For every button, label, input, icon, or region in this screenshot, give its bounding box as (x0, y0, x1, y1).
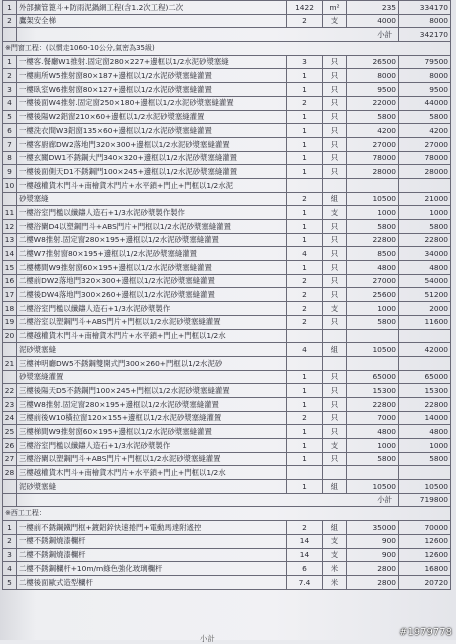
item-unit: 米 (323, 575, 347, 589)
subtotal-label: 小計 (17, 493, 399, 507)
item-unit-price: 8000 (347, 69, 399, 83)
item-quantity: 1 (287, 439, 323, 453)
item-amount: 14000 (399, 411, 451, 425)
item-description: 一樓玄關DW1不銹鋼大門340×320+邊框以1/2水泥砂漿塞縫灌置 (17, 151, 287, 165)
item-description: 一樓前不銹鋼鐵門框+鍍鋁鋅快速捲門+電動馬達附遙控 (17, 521, 287, 535)
table-row (3, 206, 451, 220)
item-quantity: 1 (287, 69, 323, 83)
item-amount: 70000 (399, 521, 451, 535)
item-amount (399, 329, 451, 343)
item-quantity: 1 (287, 261, 323, 275)
item-unit (323, 356, 347, 370)
item-description: 三樓梯間W9推射窗60×195+邊框以1/2水泥砂漿塞縫灌置 (17, 425, 287, 439)
item-number (3, 480, 17, 494)
item-description: 一樓後面側天D1不銹鋼門100×245+邊框以1/2水泥砂漿塞縫灌置 (17, 165, 287, 179)
quotation-table (2, 0, 451, 590)
item-number: 5 (3, 575, 17, 589)
item-unit: 只 (323, 370, 347, 384)
table-row (3, 220, 451, 234)
item-amount: 65000 (399, 370, 451, 384)
item-quantity: 1 (287, 124, 323, 138)
item-number: 4 (3, 96, 17, 110)
section-header-row (3, 42, 451, 56)
item-amount: 27000 (399, 137, 451, 151)
item-amount: 22800 (399, 233, 451, 247)
table-row (3, 233, 451, 247)
item-unit: 只 (323, 165, 347, 179)
item-amount: 79500 (399, 55, 451, 69)
item-description: 二樓越權貨木門斗+南檜貨木門片+水平鎖+門止+門框以1/2水 (17, 329, 287, 343)
item-description: 三樓W8推射.固定窗280×195+邊框以1/2水泥砂漿塞縫灌置 (17, 397, 287, 411)
item-unit: 組 (323, 343, 347, 357)
item-unit-price: 27000 (347, 137, 399, 151)
table-row (3, 192, 451, 206)
item-number (3, 192, 17, 206)
item-amount: 51200 (399, 288, 451, 302)
section-title: ※西工工程： (3, 507, 451, 521)
item-description: 一樓客.餐廳W1推射.固定窗280×227+邊框以1/2水泥砂漿塞縫 (17, 55, 287, 69)
item-unit-price: 5800 (347, 110, 399, 124)
item-unit: 組 (323, 521, 347, 535)
item-amount: 42000 (399, 343, 451, 357)
table-row (3, 534, 451, 548)
item-amount (399, 356, 451, 370)
item-amount (399, 178, 451, 192)
table-row (3, 439, 451, 453)
item-description: 三樓浴室門檻以纖鑄人造石+1/3水泥砂漿製作 (17, 439, 287, 453)
item-unit: 只 (323, 124, 347, 138)
item-description: 二樓後面歐式造型欄杆 (17, 575, 287, 589)
item-unit: 只 (323, 452, 347, 466)
item-amount: 10500 (399, 480, 451, 494)
item-number: 17 (3, 288, 17, 302)
item-number (3, 343, 17, 357)
table-row (3, 137, 451, 151)
table-row (3, 411, 451, 425)
item-number: 28 (3, 466, 17, 480)
table-row (3, 96, 451, 110)
item-description: 一樓臥室W6推射窗80×127+邊框以1/2水泥砂漿塞縫灌置 (17, 83, 287, 97)
item-amount: 12600 (399, 534, 451, 548)
item-amount: 22800 (399, 397, 451, 411)
item-number: 3 (3, 548, 17, 562)
item-amount: 34000 (399, 247, 451, 261)
item-quantity: 1 (287, 384, 323, 398)
table-row (3, 329, 451, 343)
item-number: 1 (3, 55, 17, 69)
item-quantity: 2 (287, 411, 323, 425)
item-amount: 8000 (399, 69, 451, 83)
item-unit-price (347, 356, 399, 370)
item-unit: 組 (323, 192, 347, 206)
item-quantity: 2 (287, 315, 323, 329)
item-description: 一樓不銹鋼燒漆欄杆 (17, 534, 287, 548)
item-unit: 組 (323, 480, 347, 494)
item-quantity: 1 (287, 452, 323, 466)
item-quantity: 1 (287, 233, 323, 247)
table-row (3, 562, 451, 576)
item-unit-price: 900 (347, 534, 399, 548)
subtotal-amount: 342170 (399, 28, 451, 42)
section-title: ※門窗工程：(以慣走1060-10公分,氣密為35級) (3, 42, 451, 56)
item-description: 一樓客廚廊DW2落地門320×300+邊框以1/2水泥砂漿塞縫灌置 (17, 137, 287, 151)
item-number: 6 (3, 124, 17, 138)
item-amount: 5800 (399, 220, 451, 234)
item-amount: 20720 (399, 575, 451, 589)
item-unit: 只 (323, 83, 347, 97)
item-amount: 5800 (399, 110, 451, 124)
item-unit-price: 26500 (347, 55, 399, 69)
item-unit: 只 (323, 288, 347, 302)
item-quantity: 1 (287, 480, 323, 494)
table-row (3, 521, 451, 535)
item-quantity: 14 (287, 534, 323, 548)
item-description: 二樓樓間W9推射窗60×195+邊框以1/2水泥砂漿塞縫灌置 (17, 261, 287, 275)
item-number: 26 (3, 439, 17, 453)
item-unit: 支 (323, 206, 347, 220)
item-unit-price: 35000 (347, 521, 399, 535)
item-amount: 21000 (399, 192, 451, 206)
item-quantity: 2 (287, 521, 323, 535)
item-unit-price: 15300 (347, 384, 399, 398)
item-description: 二樓浴室門檻以纖鑄人造石+1/3水泥砂漿製作 (17, 302, 287, 316)
watermark: #1979778 (399, 627, 452, 638)
item-unit-price (347, 466, 399, 480)
item-description: 砂漿塞縫 (17, 192, 287, 206)
item-number: 10 (3, 178, 17, 192)
item-amount: 5800 (399, 452, 451, 466)
item-quantity: 1 (287, 220, 323, 234)
item-unit-price: 28000 (347, 165, 399, 179)
item-description: 二樓W8推射.固定窗280×195+邊框以1/2水泥砂漿塞縫灌置 (17, 233, 287, 247)
item-quantity: 14 (287, 548, 323, 562)
item-number: 3 (3, 83, 17, 97)
item-quantity: 1 (287, 137, 323, 151)
item-quantity: 2 (287, 14, 323, 28)
item-amount: 78000 (399, 151, 451, 165)
item-unit: 支 (323, 14, 347, 28)
item-number: 15 (3, 261, 17, 275)
item-description: 一樓廁所W5推射窗80×187+邊框以1/2水泥砂漿塞縫灌置 (17, 69, 287, 83)
item-number: 12 (3, 220, 17, 234)
table-row (3, 69, 451, 83)
item-quantity: 1 (287, 397, 323, 411)
table-row (3, 274, 451, 288)
table-row (3, 288, 451, 302)
item-amount: 9500 (399, 83, 451, 97)
item-unit: 只 (323, 55, 347, 69)
item-unit: 只 (323, 110, 347, 124)
item-description: 三樓浴闌以塑鋼門斗+ABS門片+門框以1/2水泥砂漿塞縫灌置 (17, 452, 287, 466)
item-number: 21 (3, 356, 17, 370)
table-row (3, 466, 451, 480)
item-number: 2 (3, 69, 17, 83)
item-amount: 4200 (399, 124, 451, 138)
item-unit-price: 4800 (347, 261, 399, 275)
item-unit-price: 1000 (347, 206, 399, 220)
item-number: 8 (3, 151, 17, 165)
table-row (3, 14, 451, 28)
item-number: 16 (3, 274, 17, 288)
item-unit: 只 (323, 151, 347, 165)
item-amount: 15300 (399, 384, 451, 398)
item-description: 一樓越權貨木門斗+南檜貨木門片+水平鎖+門止+門框以1/2水泥 (17, 178, 287, 192)
item-description: 二樓前DW2落地門320×300+邊框以1/2水泥砂漿塞縫灌置 (17, 274, 287, 288)
item-description: 二樓不銹鋼燒漆欄杆 (17, 548, 287, 562)
item-amount: 16800 (399, 562, 451, 576)
item-unit-price: 2800 (347, 562, 399, 576)
item-unit-price: 22000 (347, 96, 399, 110)
item-description: 一樓浴闌D4以塑鋼門斗+ABS門片+門框以1/2水泥砂漿塞縫灌置 (17, 220, 287, 234)
item-description: 三樓神明廳DW5不銹鋼雙開式門300×260+門框以1/2水泥砂 (17, 356, 287, 370)
item-description: 二樓不銹鋼欄杆+10m/m綠色強化玻璃欄杆 (17, 562, 287, 576)
table-row (3, 397, 451, 411)
item-number: 5 (3, 110, 17, 124)
item-unit-price: 25600 (347, 288, 399, 302)
item-number: 11 (3, 206, 17, 220)
item-unit: 只 (323, 315, 347, 329)
item-amount: 1000 (399, 439, 451, 453)
item-unit: 支 (323, 439, 347, 453)
table-row (3, 425, 451, 439)
item-amount: 12600 (399, 548, 451, 562)
item-quantity: 1 (287, 206, 323, 220)
item-unit: 只 (323, 220, 347, 234)
item-quantity: 1 (287, 370, 323, 384)
item-unit: 只 (323, 384, 347, 398)
item-unit: 只 (323, 69, 347, 83)
item-unit-price: 10500 (347, 343, 399, 357)
item-unit: 只 (323, 137, 347, 151)
table-row (3, 261, 451, 275)
item-description: 外部擴管篦斗+防雨泥鍋網工程(含1.2次工程)二次 (17, 1, 287, 15)
item-unit-price: 235 (347, 1, 399, 15)
item-amount: 54000 (399, 274, 451, 288)
table-row (3, 343, 451, 357)
item-number: 1 (3, 1, 17, 15)
table-row (3, 178, 451, 192)
table-row (3, 575, 451, 589)
item-number: 2 (3, 14, 17, 28)
subtotal-amount: 719800 (399, 493, 451, 507)
item-quantity: 1 (287, 151, 323, 165)
item-unit: m² (323, 1, 347, 15)
item-unit-price: 2800 (347, 575, 399, 589)
item-number: 4 (3, 562, 17, 576)
item-description: 二樓浴室以塑鋼門斗+ABS門片+門框以1/2水泥砂漿塞縫灌置 (17, 315, 287, 329)
table-row (3, 83, 451, 97)
item-quantity: 3 (287, 55, 323, 69)
table-row (3, 370, 451, 384)
item-unit-price: 1000 (347, 439, 399, 453)
item-amount: 8000 (399, 14, 451, 28)
item-unit-price: 78000 (347, 151, 399, 165)
item-number: 23 (3, 397, 17, 411)
item-number: 13 (3, 233, 17, 247)
table-row (3, 384, 451, 398)
item-unit (323, 178, 347, 192)
item-description: 泥砂漿塞縫 (17, 480, 287, 494)
item-description: 一樓後陽W2鋁窗210×60+邊框以1/2水泥砂漿塞縫灌置 (17, 110, 287, 124)
item-description: 一樓後面W4推射.固定窗250×180+邊框以1/2水泥砂漿塞縫灌置 (17, 96, 287, 110)
table-row (3, 165, 451, 179)
item-unit-price: 65000 (347, 370, 399, 384)
item-description: 一樓浴室門檻以纖鑄人造石+1/3水泥砂漿製作製作 (17, 206, 287, 220)
item-unit (323, 329, 347, 343)
item-amount: 2000 (399, 302, 451, 316)
blank-cell (3, 493, 17, 507)
item-unit: 只 (323, 411, 347, 425)
item-number: 14 (3, 247, 17, 261)
item-number (3, 370, 17, 384)
item-unit: 只 (323, 425, 347, 439)
quotation-table-body (3, 1, 451, 590)
item-quantity: 6 (287, 562, 323, 576)
item-amount (399, 466, 451, 480)
item-description: 二樓W7推射窗80×195+邊框以1/2水泥砂漿塞縫灌置 (17, 247, 287, 261)
item-number: 27 (3, 452, 17, 466)
item-quantity: 2 (287, 274, 323, 288)
subtotal-label: 小計 (17, 28, 399, 42)
item-amount: 4800 (399, 425, 451, 439)
item-amount: 4800 (399, 261, 451, 275)
table-row (3, 151, 451, 165)
item-unit: 米 (323, 562, 347, 576)
item-number: 1 (3, 521, 17, 535)
item-quantity: 7.4 (287, 575, 323, 589)
item-quantity: 2 (287, 96, 323, 110)
item-amount: 1000 (399, 206, 451, 220)
item-number: 24 (3, 411, 17, 425)
item-number: 22 (3, 384, 17, 398)
item-unit: 支 (323, 548, 347, 562)
item-quantity: 1 (287, 110, 323, 124)
item-number: 20 (3, 329, 17, 343)
next-subtotal-fragment: 小計 (200, 634, 215, 643)
item-amount: 44000 (399, 96, 451, 110)
item-quantity (287, 329, 323, 343)
item-number: 7 (3, 137, 17, 151)
item-unit-price: 7000 (347, 411, 399, 425)
item-unit: 只 (323, 274, 347, 288)
item-quantity (287, 178, 323, 192)
item-unit-price: 9500 (347, 83, 399, 97)
table-row (3, 452, 451, 466)
item-quantity (287, 466, 323, 480)
item-amount: 28000 (399, 165, 451, 179)
section-header-row (3, 507, 451, 521)
item-unit-price: 4000 (347, 14, 399, 28)
table-row (3, 55, 451, 69)
table-row (3, 356, 451, 370)
item-unit-price: 900 (347, 548, 399, 562)
item-unit-price: 27000 (347, 274, 399, 288)
item-description: 二樓後DW4落地門300×260+邊框以1/2水泥砂漿塞縫灌置 (17, 288, 287, 302)
item-number: 18 (3, 302, 17, 316)
item-unit (323, 466, 347, 480)
item-unit: 只 (323, 96, 347, 110)
item-description: 鷹架安全梯 (17, 14, 287, 28)
item-quantity: 2 (287, 288, 323, 302)
item-unit-price: 10500 (347, 192, 399, 206)
table-row (3, 548, 451, 562)
item-quantity: 1422 (287, 1, 323, 15)
item-description: 三樓前後W10橫拉窗120×155+邊框以1/2水泥砂漿塞縫灌置 (17, 411, 287, 425)
table-row (3, 1, 451, 15)
item-unit: 只 (323, 233, 347, 247)
table-row (3, 124, 451, 138)
item-amount: 11600 (399, 315, 451, 329)
item-unit: 只 (323, 261, 347, 275)
item-unit-price (347, 178, 399, 192)
subtotal-row (3, 28, 451, 42)
item-unit-price: 4800 (347, 425, 399, 439)
item-unit-price: 4200 (347, 124, 399, 138)
item-quantity (287, 356, 323, 370)
item-unit-price: 1000 (347, 302, 399, 316)
item-unit-price: 8500 (347, 247, 399, 261)
item-quantity: 4 (287, 343, 323, 357)
item-quantity: 4 (287, 247, 323, 261)
item-number: 2 (3, 534, 17, 548)
item-number: 25 (3, 425, 17, 439)
item-number: 9 (3, 165, 17, 179)
item-quantity: 2 (287, 192, 323, 206)
item-description: 泥砂漿塞縫 (17, 343, 287, 357)
item-description: 三樓後陽天D5不銹鋼門100×245+門框以1/2水泥砂漿塞縫灌置 (17, 384, 287, 398)
item-unit: 只 (323, 397, 347, 411)
table-row (3, 302, 451, 316)
item-unit: 支 (323, 534, 347, 548)
item-quantity: 1 (287, 425, 323, 439)
blank-cell (3, 28, 17, 42)
item-description: 砂漿塞縫灌置 (17, 370, 287, 384)
item-amount: 334170 (399, 1, 451, 15)
item-number: 19 (3, 315, 17, 329)
item-unit-price (347, 329, 399, 343)
item-description: 三樓越權貨木門斗+南檜貨木門片+水平鎖+門止+門框以1/2水 (17, 466, 287, 480)
item-quantity: 1 (287, 165, 323, 179)
item-unit-price: 5800 (347, 452, 399, 466)
table-row (3, 247, 451, 261)
subtotal-row (3, 493, 451, 507)
item-unit: 只 (323, 247, 347, 261)
item-unit-price: 5800 (347, 315, 399, 329)
item-unit-price: 22800 (347, 233, 399, 247)
item-description: 一樓洗衣間W3鋁窗135×60+邊框以1/2水泥砂漿塞縫灌置 (17, 124, 287, 138)
table-row (3, 315, 451, 329)
item-unit: 支 (323, 302, 347, 316)
table-row (3, 110, 451, 124)
item-quantity: 2 (287, 302, 323, 316)
item-quantity: 1 (287, 83, 323, 97)
item-unit-price: 22800 (347, 397, 399, 411)
item-unit-price: 5800 (347, 220, 399, 234)
item-unit-price: 10500 (347, 480, 399, 494)
table-row (3, 480, 451, 494)
